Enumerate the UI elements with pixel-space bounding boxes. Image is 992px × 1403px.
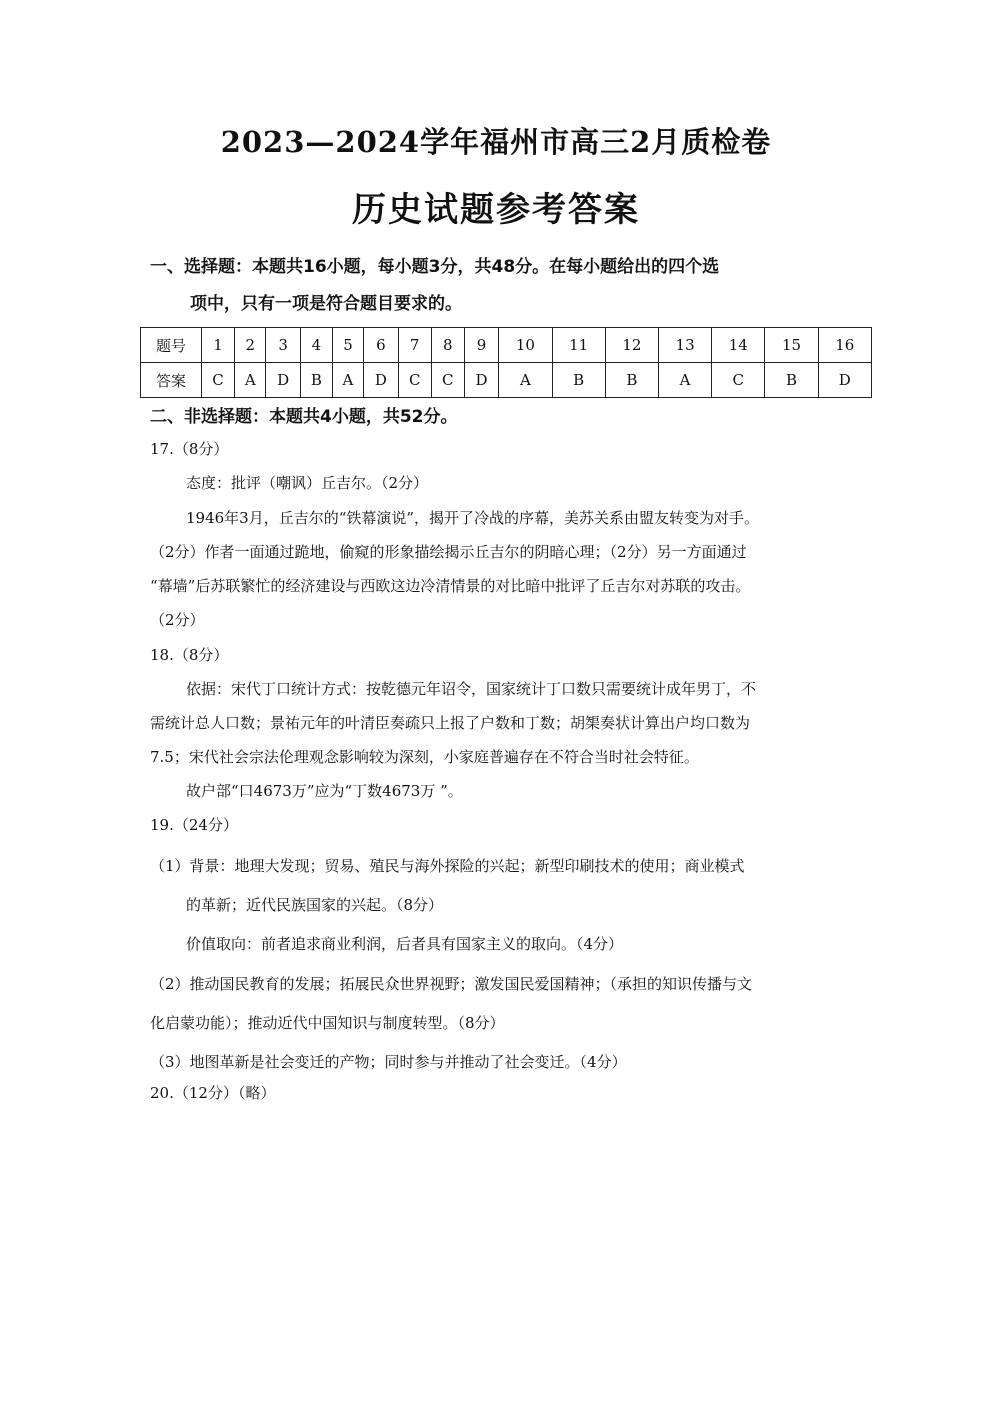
q18-line: 7.5；宋代社会宗法伦理观念影响较为深刻，小家庭普遍存在不符合当时社会特征。 <box>150 748 699 766</box>
question-number-cell: 8 <box>431 328 464 363</box>
answer-table <box>140 327 872 398</box>
question-number-cell: 6 <box>364 328 399 363</box>
q17-line: （2分）作者一面通过跪地，偷窥的形象描绘揭示丘吉尔的阴暗心理；（2分）另一方面通过 <box>150 543 747 561</box>
q19-line: （2）推动国民教育的发展；拓展民众世界视野；激发国民爱国精神；（承担的知识传播与文 <box>150 975 753 993</box>
answer-cell: C <box>202 363 235 398</box>
q19-line: （1）背景：地理大发现；贸易、殖民与海外探险的兴起；新型印刷技术的使用；商业模式 <box>150 857 745 875</box>
answer-cell: D <box>266 363 301 398</box>
answer-cell: C <box>431 363 464 398</box>
answer-cell: A <box>499 363 552 398</box>
document-title: 2023—2024学年福州市高三2月质检卷 <box>220 125 772 159</box>
answer-cell: B <box>605 363 658 398</box>
question-number-cell: 3 <box>266 328 301 363</box>
q18-line: 需统计总人口数；景祐元年的叶清臣奏疏只上报了户数和丁数；胡榘奏状计算出户均口数为 <box>150 714 751 732</box>
q17-heading: 17.（8分） <box>150 440 229 458</box>
question-number-cell: 9 <box>464 328 499 363</box>
q19-line: 化启蒙功能）；推动近代中国知识与制度转型。（8分） <box>150 1014 505 1032</box>
question-number-cell: 2 <box>235 328 266 363</box>
q18-line: 依据：宋代丁口统计方式：按乾德元年诏令，国家统计丁口数只需要统计成年男丁，不 <box>186 680 757 698</box>
question-number-cell: 4 <box>300 328 332 363</box>
question-number-cell: 1 <box>202 328 235 363</box>
answer-cell: B <box>765 363 818 398</box>
answer-cell: B <box>552 363 605 398</box>
document-subtitle: 历史试题参考答案 <box>352 190 640 230</box>
answer-cell: A <box>235 363 266 398</box>
question-number-cell: 16 <box>818 328 871 363</box>
question-number-cell: 7 <box>398 328 431 363</box>
section1-heading-line1: 一、选择题：本题共16小题，每小题3分，共48分。在每小题给出的四个选 <box>150 257 720 277</box>
answer-cell: C <box>398 363 431 398</box>
q17-line: 态度：批评（嘲讽）丘吉尔。（2分） <box>186 474 429 492</box>
question-number-cell: 12 <box>605 328 658 363</box>
question-number-cell: 5 <box>332 328 363 363</box>
section1-heading-line2: 项中，只有一项是符合题目要求的。 <box>190 294 462 314</box>
answer-table-number-row <box>141 328 872 363</box>
q18-heading: 18.（8分） <box>150 646 229 664</box>
q20-heading: 20.（12分）（略） <box>150 1084 276 1102</box>
row-label-number: 题号 <box>141 328 202 363</box>
answer-cell: C <box>712 363 765 398</box>
answer-cell: B <box>300 363 332 398</box>
row-label-answer: 答案 <box>141 363 202 398</box>
q19-line: 价值取向：前者追求商业利润，后者具有国家主义的取向。（4分） <box>186 935 624 953</box>
q17-line: （2分） <box>150 611 205 629</box>
question-number-cell: 15 <box>765 328 818 363</box>
answer-cell: D <box>364 363 399 398</box>
q19-heading: 19.（24分） <box>150 816 238 834</box>
q18-line: 故户部“口4673万”应为“丁数4673万 ”。 <box>186 782 463 800</box>
section2-heading: 二、非选择题：本题共4小题，共52分。 <box>150 407 458 427</box>
q19-line: （3）地图革新是社会变迁的产物；同时参与并推动了社会变迁。（4分） <box>150 1053 627 1071</box>
question-number-cell: 14 <box>712 328 765 363</box>
answer-cell: D <box>818 363 871 398</box>
question-number-cell: 11 <box>552 328 605 363</box>
q17-line: 1946年3月，丘吉尔的“铁幕演说”，揭开了冷战的序幕，美苏关系由盟友转变为对手。 <box>186 509 760 527</box>
answer-table-answer-row <box>141 363 872 398</box>
question-number-cell: 10 <box>499 328 552 363</box>
answer-cell: A <box>332 363 363 398</box>
answer-cell: A <box>658 363 711 398</box>
q19-line: 的革新；近代民族国家的兴起。（8分） <box>186 896 444 914</box>
q17-line: “幕墙”后苏联繁忙的经济建设与西欧这边冷清情景的对比暗中批评了丘吉尔对苏联的攻击。 <box>150 577 751 595</box>
question-number-cell: 13 <box>658 328 711 363</box>
answer-cell: D <box>464 363 499 398</box>
